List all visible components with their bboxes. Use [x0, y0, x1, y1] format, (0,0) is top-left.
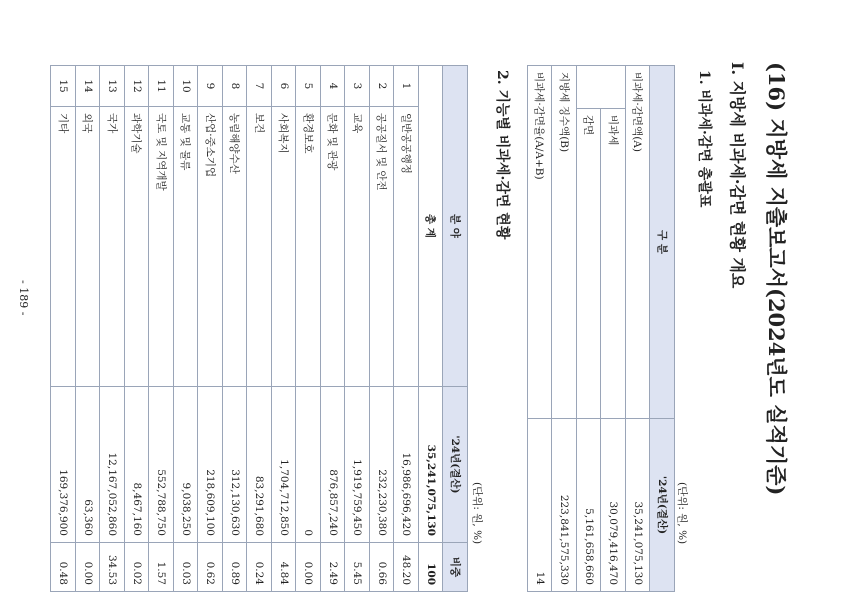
table-row [149, 66, 174, 592]
row-value: 30,079,416,470 [601, 419, 626, 592]
row-label: 감면 [577, 109, 602, 419]
row-field: 농림해양수산 [223, 107, 248, 387]
row-no: 8 [223, 66, 248, 107]
row-no: 13 [100, 66, 125, 107]
table-row [296, 66, 321, 592]
table-row [272, 66, 297, 592]
row-value: 1,919,759,450 [345, 386, 370, 542]
row-no: 2 [370, 66, 395, 107]
table-row [370, 66, 395, 592]
row-field: 교통 및 물류 [174, 107, 199, 387]
row-value: 12,167,052,860 [100, 386, 125, 542]
header-share: 비중 [443, 543, 468, 592]
row-label: 비과세 [601, 109, 626, 419]
row-value: 9,038,250 [174, 386, 199, 542]
row-share: 0.66 [370, 543, 395, 592]
row-value: 1,704,712,850 [272, 386, 297, 542]
row-share: 0.03 [174, 543, 199, 592]
table-row [321, 66, 346, 592]
row-value: 552,788,750 [149, 386, 174, 542]
row-no: 4 [321, 66, 346, 107]
total-value: 35,241,075,130 [419, 386, 444, 542]
row-no: 11 [149, 66, 174, 107]
table-row [247, 66, 272, 592]
row-field: 기타 [51, 107, 76, 387]
header-category: 구 분 [650, 66, 675, 419]
table-row [51, 66, 76, 592]
row-no: 15 [51, 66, 76, 107]
row-value: 63,360 [76, 386, 101, 542]
functional-table [51, 65, 469, 592]
row-field: 교육 [345, 107, 370, 387]
table-row [76, 66, 101, 592]
subsection-heading-2: 2. 기능별 비과세·감면 현황 [494, 70, 510, 240]
indent-cell [601, 66, 626, 109]
row-value: 223,841,575,330 [552, 419, 577, 592]
row-field: 과학기술 [125, 107, 150, 387]
summary-table [527, 65, 675, 592]
row-field: 공공질서 및 안전 [370, 107, 395, 387]
page-number: - 189 - [17, 280, 30, 316]
row-value: 83,291,680 [247, 386, 272, 542]
table-row [394, 66, 419, 592]
table-row [100, 66, 125, 592]
row-label: 비과세·감면액(A) [626, 66, 651, 419]
row-field: 사회복지 [272, 107, 297, 387]
table-row [174, 66, 199, 592]
row-field: 외국 [76, 107, 101, 387]
total-label: 총 계 [419, 66, 444, 387]
row-field: 환경보호 [296, 107, 321, 387]
row-no: 10 [174, 66, 199, 107]
row-field: 국토 및 지역개발 [149, 107, 174, 387]
row-share: 34.53 [100, 543, 125, 592]
row-value: 312,130,630 [223, 386, 248, 542]
row-share: 0.00 [296, 543, 321, 592]
row-label: 지방세 징수액(B) [552, 66, 577, 419]
page-title: (16) 지방세 지출보고서(2024년도 실적기준) [764, 62, 789, 496]
row-no: 14 [76, 66, 101, 107]
subsection-heading-1: 1. 비과세·감면 총괄표 [696, 70, 712, 208]
header-2024: '24년(결산) [650, 419, 675, 592]
row-share: 0.89 [223, 543, 248, 592]
row-no: 1 [394, 66, 419, 107]
row-value: 16,986,696,420 [394, 386, 419, 542]
header-2024: '24년(결산) [443, 386, 468, 542]
row-share: 5.45 [345, 543, 370, 592]
row-no: 6 [272, 66, 297, 107]
table-row [345, 66, 370, 592]
row-no: 3 [345, 66, 370, 107]
table-row [125, 66, 150, 592]
row-value: 218,609,100 [198, 386, 223, 542]
row-no: 5 [296, 66, 321, 107]
row-field: 국가 [100, 107, 125, 387]
row-value: 8,467,160 [125, 386, 150, 542]
table-row [198, 66, 223, 592]
table1-unit: (단위: 원, %) [676, 482, 688, 545]
header-field: 분 야 [443, 66, 468, 387]
row-value: 5,161,658,660 [577, 419, 602, 592]
row-field: 일반공공행정 [394, 107, 419, 387]
row-no: 12 [125, 66, 150, 107]
row-field: 산업·중소기업 [198, 107, 223, 387]
indent-cell [577, 66, 602, 109]
row-value: 0 [296, 386, 321, 542]
row-share: 48.20 [394, 543, 419, 592]
row-share: 0.00 [76, 543, 101, 592]
row-value: 35,241,075,130 [626, 419, 651, 592]
row-value: 169,376,900 [51, 386, 76, 542]
section-heading: Ⅰ. 지방세 비과세·감면 현황 개요 [728, 62, 747, 289]
row-share: 0.02 [125, 543, 150, 592]
row-label: 비과세·감면율(A/A+B) [528, 66, 553, 419]
row-share: 2.49 [321, 543, 346, 592]
row-share: 0.24 [247, 543, 272, 592]
row-share: 0.62 [198, 543, 223, 592]
table2-unit: (단위: 원, %) [471, 482, 483, 545]
row-no: 9 [198, 66, 223, 107]
row-value: 876,857,240 [321, 386, 346, 542]
row-share: 0.48 [51, 543, 76, 592]
row-value: 232,230,380 [370, 386, 395, 542]
row-value: 14 [528, 419, 553, 592]
row-field: 문화 및 관광 [321, 107, 346, 387]
row-no: 7 [247, 66, 272, 107]
row-share: 1.57 [149, 543, 174, 592]
row-field: 보건 [247, 107, 272, 387]
total-share: 100 [419, 543, 444, 592]
row-share: 4.84 [272, 543, 297, 592]
table-row [223, 66, 248, 592]
